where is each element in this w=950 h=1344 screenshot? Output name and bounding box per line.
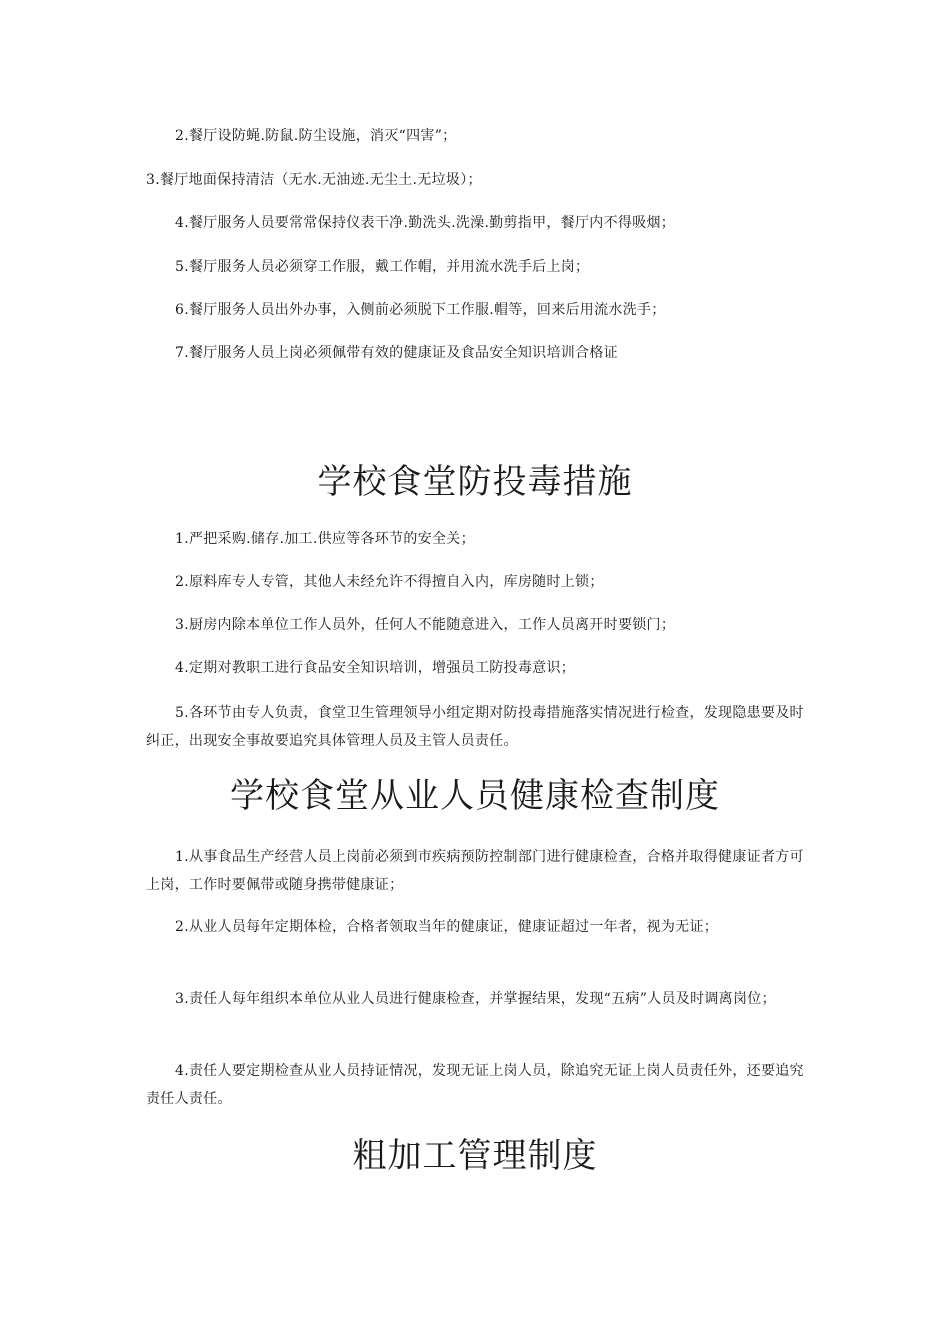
rule-item: 1.从事食品生产经营人员上岗前必须到市疾病预防控制部门进行健康检查，合格并取得健康证者方可上岗，工作时要佩带或随身携带健康证； (146, 849, 804, 893)
section-heading: 粗加工管理制度 (352, 1136, 598, 1176)
rule-item: 4.餐厅服务人员要常常保持仪表干净.勤洗头.洗澡.勤剪指甲，餐厅内不得吸烟； (175, 215, 676, 231)
rule-item: 2.从业人员每年定期体检，合格者领取当年的健康证，健康证超过一年者，视为无证； (175, 919, 719, 935)
rule-item: 7.餐厅服务人员上岗必须佩带有效的健康证及食品安全知识培训合格证 (175, 345, 618, 361)
rule-item: 4.定期对教职工进行食品安全知识培训，增强员工防投毒意识； (175, 660, 576, 676)
section-heading: 学校食堂防投毒措施 (317, 462, 633, 502)
rule-item: 5.餐厅服务人员必须穿工作服，戴工作帽，并用流水洗手后上岗； (175, 259, 590, 275)
rule-item: 2.原料库专人专管，其他人未经允许不得擅自入内，库房随时上锁； (175, 574, 604, 590)
section-heading: 学校食堂从业人员健康检查制度 (230, 776, 720, 816)
rule-item: 2.餐厅设防蝇.防鼠.防尘设施，消灭“四害”； (175, 128, 457, 144)
rule-item: 3.厨房内除本单位工作人员外，任何人不能随意进入，工作人员离开时要锁门； (175, 617, 676, 633)
rule-item: 6.餐厅服务人员出外办事，入侧前必须脱下工作服.帽等，回来后用流水洗手； (175, 302, 666, 318)
rule-item: 1.严把采购.储存.加工.供应等各环节的安全关； (175, 531, 475, 547)
rule-item: 3.责任人每年组织本单位从业人员进行健康检查，并掌握结果，发现“五病”人员及时调离岗位； (175, 991, 776, 1007)
rule-item: 5.各环节由专人负责，食堂卫生管理领导小组定期对防投毒措施落实情况进行检查，发现隐患要及时纠正，出现安全事故要追究具体管理人员及主管人员责任。 (146, 705, 804, 749)
rule-item: 4.责任人要定期检查从业人员持证情况，发现无证上岗人员，除追究无证上岗人员责任外，还要追究责任人责任。 (146, 1063, 804, 1107)
rule-item: 3.餐厅地面保持清洁（无水.无油迹.无尘土.无垃圾）； (146, 172, 482, 188)
